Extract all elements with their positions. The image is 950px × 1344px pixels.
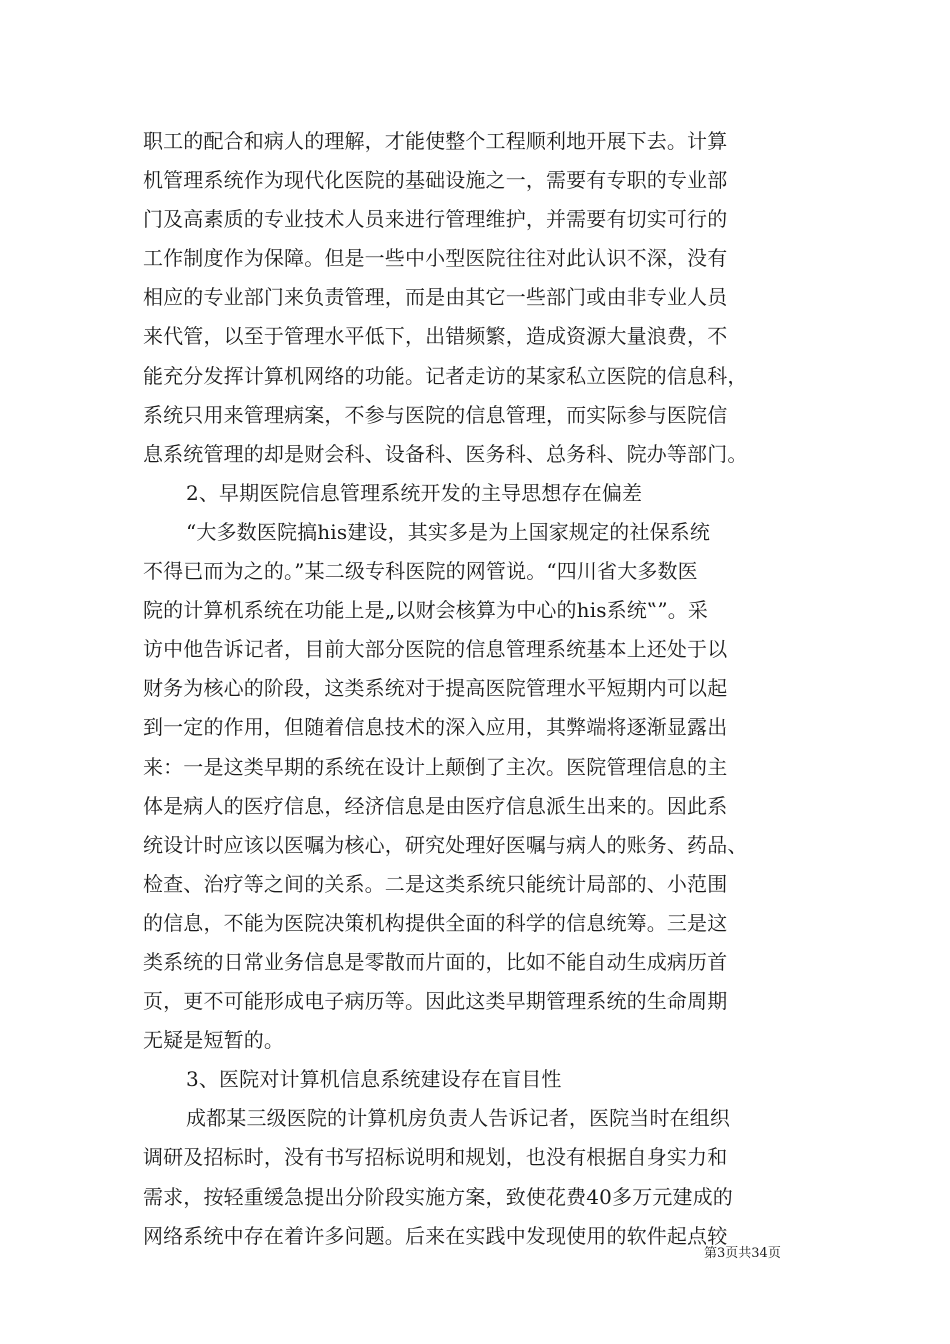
text-line: 财务为核心的阶段，这类系统对于提高医院管理水平短期内可以起 xyxy=(143,676,728,701)
text-line: 检查、治疗等之间的关系。二是这类系统只能统计局部的、小范围 xyxy=(143,871,728,896)
text-line: 调研及招标时，没有书写招标说明和规划，也没有根据自身实力和 xyxy=(143,1145,728,1170)
text-line: 不得已而为之的。”某二级专科医院的网管说。“四川省大多数医 xyxy=(143,559,698,584)
text-line: 系统只用来管理病案，不参与医院的信息管理，而实际参与医院信 xyxy=(143,402,728,427)
text-line: 相应的专业部门来负责管理，而是由其它一些部门或由非专业人员 xyxy=(143,285,728,310)
text-line: 2、早期医院信息管理系统开发的主导思想存在偏差 xyxy=(186,480,643,505)
text-line: 统设计时应该以医嘱为核心，研究处理好医嘱与病人的账务、药品、 xyxy=(143,832,748,857)
text-line: 门及高素质的专业技术人员来进行管理维护，并需要有切实可行的 xyxy=(143,207,728,232)
text-line: 息系统管理的却是财会科、设备科、医务科、总务科、院办等部门。 xyxy=(143,441,748,466)
text-line: 到一定的作用，但随着信息技术的深入应用，其弊端将逐渐显露出 xyxy=(143,715,728,740)
text-line: 职工的配合和病人的理解，才能使整个工程顺利地开展下去。计算 xyxy=(143,129,728,153)
text-line: 来代管，以至于管理水平低下，出错频繁，造成资源大量浪费，不 xyxy=(143,324,728,349)
text-line: “大多数医院搞his建设，其实多是为上国家规定的社保系统 xyxy=(186,519,710,544)
text-line: 工作制度作为保障。但是一些中小型医院往往对此认识不深，没有 xyxy=(143,246,728,271)
text-line: 能充分发挥计算机网络的功能。记者走访的某家私立医院的信息科， xyxy=(143,363,748,388)
text-line: 页，更不可能形成电子病历等。因此这类早期管理系统的生命周期 xyxy=(143,989,728,1014)
text-line: 来：一是这类早期的系统在设计上颠倒了主次。医院管理信息的主 xyxy=(143,754,728,779)
text-line: 的信息，不能为医院决策机构提供全面的科学的信息统筹。三是这 xyxy=(143,910,728,935)
text-line: 机管理系统作为现代化医院的基础设施之一，需要有专职的专业部 xyxy=(143,168,728,193)
text-line: 需求，按轻重缓急提出分阶段实施方案，致使花费40多万元建成的 xyxy=(143,1184,733,1209)
text-line: 无疑是短暂的。 xyxy=(143,1028,285,1053)
text-line: 成都某三级医院的计算机房负责人告诉记者，医院当时在组织 xyxy=(186,1106,731,1131)
page-number-footer: 第3页共34页 xyxy=(704,1246,781,1261)
text-line: 类系统的日常业务信息是零散而片面的，比如不能自动生成病历首 xyxy=(143,949,728,974)
text-line: 体是病人的医疗信息，经济信息是由医疗信息派生出来的。因此系 xyxy=(143,793,728,818)
text-line: 3、医院对计算机信息系统建设存在盲目性 xyxy=(186,1067,562,1092)
text-line: 网络系统中存在着许多问题。后来在实践中发现使用的软件起点较 xyxy=(143,1223,728,1248)
body-text xyxy=(143,122,823,1256)
text-line: 院的计算机系统在功能上是„以财会核算为中心的his系统‟”。采 xyxy=(143,598,709,623)
text-line: 访中他告诉记者，目前大部分医院的信息管理系统基本上还处于以 xyxy=(143,637,728,662)
